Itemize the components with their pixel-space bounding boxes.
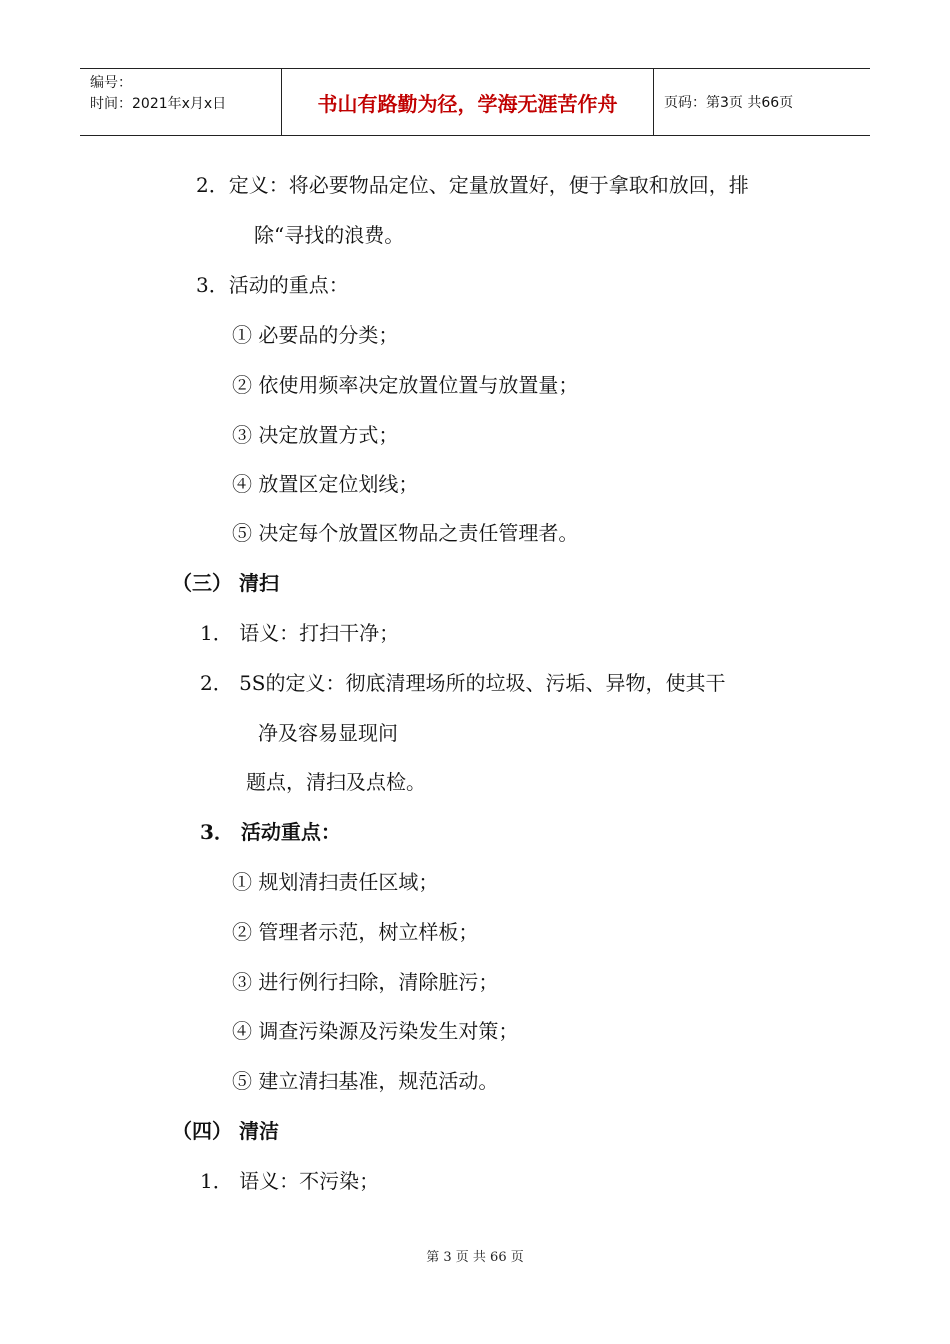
section-heading: （四） 清洁 <box>172 1119 279 1143</box>
page-header <box>80 68 870 136</box>
list-item: ② 依使用频率决定放置位置与放置量； <box>232 373 579 397</box>
list-item: ④ 调查污染源及污染发生对策； <box>232 1019 519 1043</box>
list-item: ② 管理者示范，树立样板； <box>232 920 479 944</box>
text-line: 1． 语义：打扫干净； <box>200 621 400 645</box>
header-motto: 书山有路勤为径，学海无涯苦作舟 <box>282 69 654 135</box>
text-line: 1． 语义：不污染； <box>200 1169 380 1193</box>
time-label: 时间：2021年x月x日 <box>90 96 227 112</box>
text-line: 2．定义：将必要物品定位、定量放置好，便于拿取和放回，排 <box>196 173 749 197</box>
header-meta <box>80 69 282 135</box>
text-line: 2． 5S的定义：彻底清理场所的垃圾、污垢、异物，使其干 <box>200 671 726 695</box>
subsection-heading: 3． 活动重点： <box>200 820 341 844</box>
page-footer: 第 3 页 共 66 页 <box>426 1250 524 1265</box>
text-line: 净及容易显现问 <box>258 721 398 745</box>
list-item: ③ 进行例行扫除，清除脏污； <box>232 970 499 994</box>
header-page-label: 页码：第3页 共66页 <box>664 95 794 111</box>
text-line: 题点，清扫及点检。 <box>246 770 426 794</box>
section-heading: （三） 清扫 <box>172 571 279 595</box>
text-line: 除“寻找的浪费。 <box>254 223 405 247</box>
list-item: ① 必要品的分类； <box>232 323 399 347</box>
number-label: 编号： <box>90 75 132 91</box>
list-item: ① 规划清扫责任区域； <box>232 870 439 894</box>
text-line: 3．活动的重点： <box>196 273 349 297</box>
list-item: ⑤ 决定每个放置区物品之责任管理者。 <box>232 521 579 545</box>
list-item: ③ 决定放置方式； <box>232 423 399 447</box>
list-item: ④ 放置区定位划线； <box>232 472 419 496</box>
list-item: ⑤ 建立清扫基准，规范活动。 <box>232 1069 499 1093</box>
